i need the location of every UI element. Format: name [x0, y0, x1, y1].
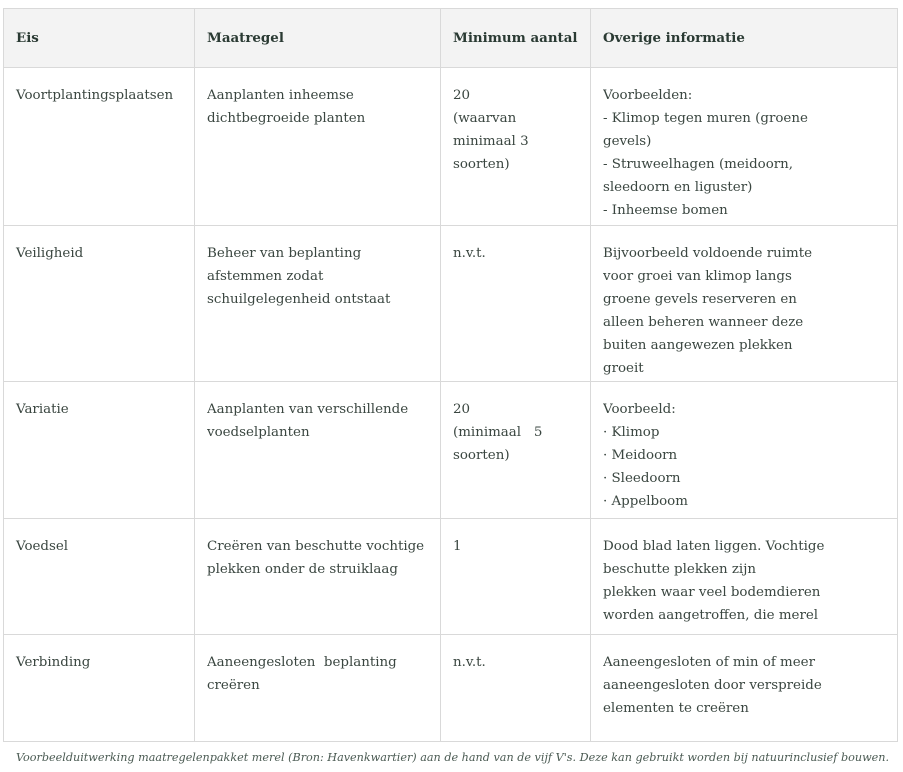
minimum-line: n.v.t. [453, 246, 486, 261]
cell-maatregel [195, 226, 441, 382]
info-line: - Struweelhagen (meidoorn, [603, 157, 794, 172]
table-header-row [4, 9, 898, 68]
info-line: worden aangetroffen, die merel [603, 608, 819, 623]
minimum-line: 20 [453, 402, 471, 417]
info-line: elementen te creëren [603, 701, 749, 716]
info-line: beschutte plekken zijn [603, 562, 756, 577]
header-minimum-aantal: Minimum aantal [441, 9, 591, 68]
maatregel-line: afstemmen zodat [207, 269, 324, 284]
measures-table [3, 8, 898, 742]
cell-maatregel [195, 68, 441, 226]
maatregel-line: voedselplanten [207, 425, 310, 440]
table-row [4, 226, 898, 382]
maatregel-line: schuilgelegenheid ontstaat [207, 292, 391, 307]
minimum-line: n.v.t. [453, 655, 486, 670]
table-row [4, 519, 898, 635]
header-maatregel: Maatregel [195, 9, 441, 68]
table-container [3, 8, 897, 742]
minimum-line: soorten) [453, 448, 510, 463]
eis-text: Voortplantingsplaatsen [16, 88, 174, 103]
info-line: aaneengesloten door verspreide [603, 678, 822, 693]
cell-minimum [441, 382, 591, 519]
maatregel-line: plekken onder de struiklaag [207, 562, 398, 577]
cell-minimum [441, 68, 591, 226]
cell-eis [4, 635, 195, 742]
cell-eis [4, 226, 195, 382]
minimum-line: 20 [453, 88, 471, 103]
maatregel-line: dichtbegroeide planten [207, 111, 366, 126]
info-line: - Inheemse bomen [603, 203, 728, 218]
cell-info [591, 226, 898, 382]
eis-text: Verbinding [16, 655, 91, 670]
info-line: · Klimop [603, 425, 660, 440]
cell-minimum [441, 635, 591, 742]
minimum-line: (waarvan [453, 111, 517, 126]
info-line: gevels) [603, 134, 652, 149]
table-row [4, 382, 898, 519]
maatregel-line: creëren [207, 678, 260, 693]
minimum-line: (minimaal 5 [453, 425, 543, 440]
info-line: · Appelboom [603, 494, 688, 509]
minimum-line: soorten) [453, 157, 510, 172]
table-row [4, 635, 898, 742]
header-overige-informatie: Overige informatie [591, 9, 898, 68]
info-line: Aaneengesloten of min of meer [603, 655, 816, 670]
cell-info [591, 68, 898, 226]
info-line: plekken waar veel bodemdieren [603, 585, 821, 600]
info-line: buiten aangewezen plekken [603, 338, 793, 353]
info-line: voor groei van klimop langs [603, 269, 792, 284]
info-line: groene gevels reserveren en [603, 292, 797, 307]
info-line: · Meidoorn [603, 448, 678, 463]
eis-text: Veiligheid [16, 246, 84, 261]
cell-eis [4, 519, 195, 635]
maatregel-line: Aanplanten van verschillende [207, 402, 409, 417]
info-line: alleen beheren wanneer deze [603, 315, 804, 330]
eis-text: Variatie [16, 402, 69, 417]
info-line: · Sleedoorn [603, 471, 681, 486]
cell-info [591, 382, 898, 519]
cell-maatregel [195, 519, 441, 635]
cell-eis [4, 68, 195, 226]
cell-maatregel [195, 635, 441, 742]
maatregel-line: Creëren van beschutte vochtige [207, 539, 425, 554]
cell-maatregel [195, 382, 441, 519]
eis-text: Voedsel [16, 539, 69, 554]
info-line: groeit [603, 361, 644, 376]
minimum-line: minimaal 3 [453, 134, 529, 149]
cell-info [591, 635, 898, 742]
info-line: Bijvoorbeeld voldoende ruimte [603, 246, 813, 261]
cell-minimum [441, 226, 591, 382]
table-caption: Voorbeelduitwerking maatregelenpakket merel (Bron: Havenkwartier) aan de hand van de vijf V's. Deze kan gebruikt worden bij natuurinclusief bouwen. [16, 751, 890, 764]
cell-eis [4, 382, 195, 519]
minimum-line: 1 [453, 539, 462, 554]
maatregel-line: Aanplanten inheemse [207, 88, 354, 103]
info-line: Voorbeelden: [603, 88, 693, 103]
table-row [4, 68, 898, 226]
maatregel-line: Aaneengesloten beplanting [207, 655, 397, 670]
cell-info [591, 519, 898, 635]
cell-minimum [441, 519, 591, 635]
info-line: Dood blad laten liggen. Vochtige [603, 539, 825, 554]
maatregel-line: Beheer van beplanting [207, 246, 362, 261]
info-line: - Klimop tegen muren (groene [603, 111, 808, 126]
info-line: sleedoorn en liguster) [603, 180, 753, 195]
info-line: Voorbeeld: [603, 402, 676, 417]
header-eis: Eis [4, 9, 195, 68]
